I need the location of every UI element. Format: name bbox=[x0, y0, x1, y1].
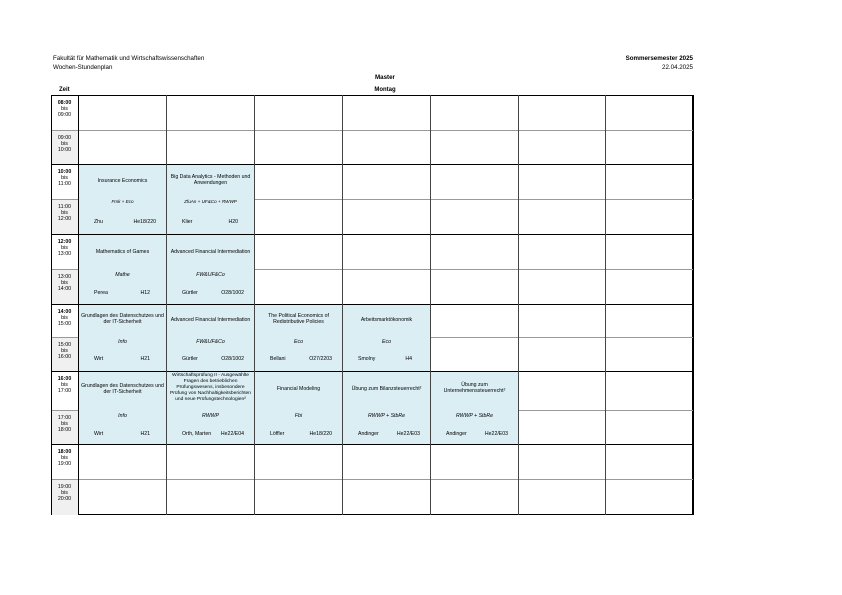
print-date: 22.04.2025 bbox=[662, 64, 693, 71]
course-lecturer: Wirt bbox=[94, 431, 104, 437]
time-bis: bis bbox=[61, 245, 68, 252]
course-lecturer: Andinger bbox=[446, 431, 467, 437]
grid-line bbox=[51, 95, 52, 515]
course-title: Big Data Analytics - Methoden und Anwendungen bbox=[170, 174, 251, 187]
course-room: O28/1002 bbox=[221, 290, 244, 296]
course-lecturer: Klier bbox=[182, 219, 193, 225]
time-start: 16:00 bbox=[57, 376, 72, 382]
course-program: FW&UF&Co bbox=[196, 339, 225, 345]
semester-label: Sommersemester 2025 bbox=[625, 55, 693, 62]
course-program: Fbi bbox=[294, 413, 303, 419]
time-slot bbox=[51, 372, 78, 410]
time-start: 11:00 bbox=[58, 204, 71, 210]
time-slot bbox=[51, 338, 78, 371]
course-cell[interactable] bbox=[255, 372, 342, 444]
course-room: He18/220 bbox=[309, 431, 332, 437]
time-bis: bis bbox=[61, 280, 68, 287]
time-bis: bis bbox=[61, 455, 68, 462]
course-program: ZfuAn + UF&Co + RWWP bbox=[184, 199, 237, 204]
course-cell[interactable] bbox=[79, 165, 166, 234]
course-title: Übung zum Unternehmenssteuerrecht² bbox=[443, 382, 506, 395]
time-slot bbox=[51, 445, 78, 479]
course-program: RWWP + StbRe bbox=[367, 413, 406, 419]
course-cell[interactable] bbox=[255, 305, 342, 371]
course-program: Info bbox=[118, 339, 127, 345]
grid-line bbox=[78, 95, 79, 515]
course-title: Wirtschaftsprüfung II - Ausgewählte Fragen des betrieblichen Prüfungswesens, insbesondere Prüfung von Nachhaltigkeitsberichten und neue Prüfungstechnologien² bbox=[169, 373, 251, 402]
course-lecturer: Smolny bbox=[358, 356, 376, 362]
course-room: H4 bbox=[405, 356, 412, 362]
time-end: 12:00 bbox=[57, 216, 72, 223]
course-room: O27/2203 bbox=[309, 356, 332, 362]
course-program: Info bbox=[118, 413, 127, 419]
time-bis: bis bbox=[61, 175, 68, 182]
course-cell[interactable] bbox=[79, 305, 166, 371]
course-cell[interactable] bbox=[343, 305, 430, 371]
course-room: H21 bbox=[140, 431, 150, 437]
grid-line bbox=[51, 95, 693, 96]
time-bis: bis bbox=[61, 490, 68, 497]
time-end: 18:00 bbox=[57, 427, 72, 434]
course-title: Advanced Financial Intermediation bbox=[170, 249, 251, 255]
course-program: RWWP + StbRe bbox=[455, 413, 494, 419]
course-title: Mathematics of Games bbox=[95, 249, 150, 255]
time-end: 13:00 bbox=[57, 251, 72, 258]
course-program: Mathe bbox=[115, 272, 130, 278]
course-program: FW&UF&Co bbox=[196, 272, 225, 278]
course-lecturer: Löffler bbox=[270, 431, 285, 437]
time-end: 15:00 bbox=[57, 321, 72, 328]
grid-line bbox=[166, 95, 167, 515]
time-start: 17:00 bbox=[57, 415, 72, 421]
course-room: H20 bbox=[228, 219, 238, 225]
day-header: Montag bbox=[374, 87, 396, 93]
time-bis: bis bbox=[61, 141, 68, 148]
course-title: Financial Modeling bbox=[276, 386, 321, 392]
time-end: 09:00 bbox=[57, 112, 72, 119]
grid-line bbox=[693, 95, 694, 515]
course-title: Advanced Financial Intermediation bbox=[170, 317, 251, 323]
course-lecturer: Perea bbox=[94, 290, 108, 296]
time-end: 19:00 bbox=[57, 461, 72, 468]
time-column-header: Zeit bbox=[59, 87, 70, 93]
time-end: 14:00 bbox=[57, 286, 72, 293]
time-start: 15:00 bbox=[57, 342, 72, 348]
time-start: 13:00 bbox=[57, 274, 72, 280]
time-slot bbox=[51, 235, 78, 269]
time-slot bbox=[51, 480, 78, 515]
course-room: H21 bbox=[140, 356, 150, 362]
time-start: 18:00 bbox=[57, 449, 72, 455]
faculty-name: Fakultät für Mathematik und Wirtschaftswissenschaften bbox=[53, 55, 205, 62]
program-label: Master bbox=[375, 74, 395, 81]
course-room: He22/E03 bbox=[396, 431, 420, 437]
grid-line bbox=[51, 130, 693, 131]
course-cell[interactable] bbox=[79, 235, 166, 304]
time-slot bbox=[51, 96, 78, 130]
time-end: 20:00 bbox=[57, 496, 72, 503]
grid-line bbox=[430, 95, 431, 515]
course-program: Eco bbox=[294, 339, 303, 345]
course-cell[interactable] bbox=[167, 372, 254, 444]
course-cell[interactable] bbox=[167, 305, 254, 371]
grid-line bbox=[51, 444, 693, 445]
time-slot bbox=[51, 270, 78, 304]
course-title: Arbeitsmarktökonomik bbox=[360, 317, 413, 323]
course-cell[interactable] bbox=[167, 165, 254, 234]
course-program: RWWP bbox=[202, 413, 219, 419]
course-title: Insurance Economics bbox=[97, 178, 148, 184]
course-title: The Political Economics of Redistributive Policies bbox=[268, 313, 329, 326]
time-bis: bis bbox=[61, 106, 68, 113]
course-cell[interactable] bbox=[79, 372, 166, 444]
time-start: 10:00 bbox=[57, 169, 72, 175]
time-bis: bis bbox=[61, 421, 68, 428]
course-lecturer: Wirt bbox=[94, 356, 104, 362]
time-slot bbox=[51, 200, 78, 234]
time-start: 08:00 bbox=[57, 100, 72, 106]
course-title: Übung zum Bilanzsteuerrecht² bbox=[351, 386, 422, 392]
time-slot bbox=[51, 305, 78, 337]
grid-line bbox=[605, 95, 606, 515]
time-start: 14:00 bbox=[57, 309, 72, 315]
course-lecturer: Gürtler bbox=[182, 356, 198, 362]
time-end: 16:00 bbox=[57, 354, 72, 361]
course-title: Grundlagen des Datenschutzes und der IT-Sicherheit bbox=[81, 383, 164, 396]
course-program: Eco bbox=[382, 339, 391, 345]
time-end: 11:00 bbox=[58, 181, 71, 188]
course-room: He22/E04 bbox=[220, 431, 244, 437]
grid-line bbox=[342, 95, 343, 515]
time-end: 10:00 bbox=[57, 147, 72, 154]
course-room: O28/1002 bbox=[221, 356, 244, 362]
course-lecturer: Orth, Marten bbox=[182, 431, 212, 437]
time-bis: bis bbox=[61, 382, 68, 389]
course-lecturer: Andinger bbox=[358, 431, 379, 437]
course-room: He22/E03 bbox=[484, 431, 508, 437]
course-title: Grundlagen des Datenschutzes und der IT-Sicherheit bbox=[81, 313, 164, 326]
plan-title: Wochen-Stundenplan bbox=[53, 64, 113, 71]
time-start: 12:00 bbox=[57, 239, 72, 245]
time-slot bbox=[51, 411, 78, 444]
time-bis: bis bbox=[61, 315, 68, 322]
grid-line bbox=[51, 479, 693, 480]
course-lecturer: Zhu bbox=[94, 219, 103, 225]
grid-line bbox=[254, 95, 255, 515]
course-room: He18/220 bbox=[133, 219, 156, 225]
time-slot bbox=[51, 165, 78, 199]
grid-line bbox=[518, 95, 519, 515]
time-bis: bis bbox=[61, 348, 68, 355]
course-cell[interactable] bbox=[431, 372, 518, 444]
course-program: Fmk + Eco bbox=[111, 199, 134, 204]
time-bis: bis bbox=[61, 210, 68, 217]
course-cell[interactable] bbox=[167, 235, 254, 304]
course-lecturer: Gürtler bbox=[182, 290, 198, 296]
time-end: 17:00 bbox=[57, 388, 72, 395]
course-lecturer: Bellani bbox=[270, 356, 286, 362]
time-start: 19:00 bbox=[57, 484, 72, 490]
time-slot bbox=[51, 131, 78, 164]
course-cell[interactable] bbox=[343, 372, 430, 444]
time-start: 09:00 bbox=[57, 135, 72, 141]
course-room: H12 bbox=[140, 290, 150, 296]
